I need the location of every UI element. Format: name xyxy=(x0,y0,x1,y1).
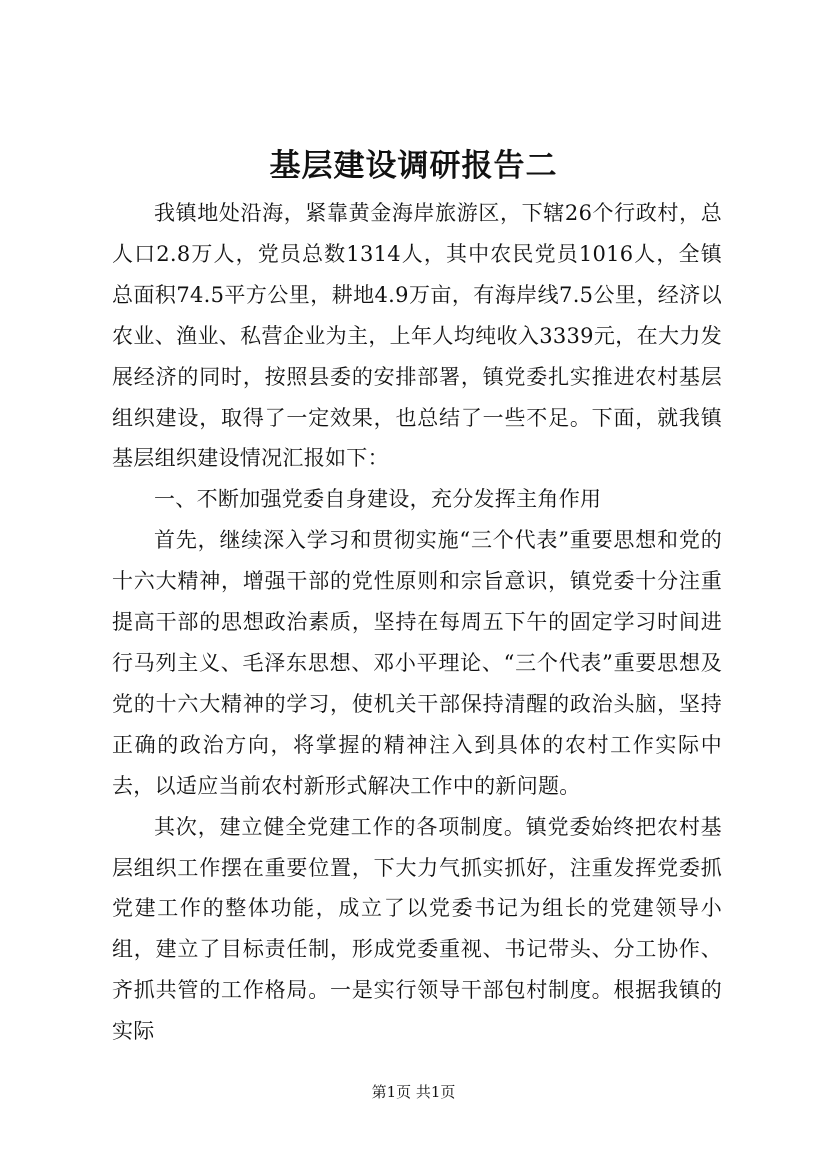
document-body xyxy=(112,193,722,1052)
paragraph-intro: 我镇地处沿海，紧靠黄金海岸旅游区，下辖26个行政村，总人口2.8万人，党员总数1314人，其中农民党员1016人，全镇总面积74.5平方公里，耕地4.9万亩，有海岸线7.5公里，经济以农业、渔业、私营企业为主，上年人均纯收入3339元，在大力发展经济的同时，按照县委的安排部署，镇党委扎实推进农村基层组织建设，取得了一定效果，也总结了一些不足。下面，就我镇基层组织建设情况汇报如下： xyxy=(112,201,722,471)
section-heading-1: 一、不断加强党委自身建设，充分发挥主角作用 xyxy=(154,487,602,512)
document-title: 基层建设调研报告二 xyxy=(269,148,558,184)
paragraph-first: 首先，继续深入学习和贯彻实施“三个代表”重要思想和党的十六大精神，增强干部的党性原则和宗旨意识，镇党委十分注重提高干部的思想政治素质，坚持在每周五下午的固定学习时间进行马列主义、毛泽东思想、邓小平理论、“三个代表”重要思想及党的十六大精神的学习，使机关干部保持清醒的政治头脑，坚持正确的政治方向，将掌握的精神注入到具体的农村工作实际中去，以适应当前农村新形式解决工作中的新问题。 xyxy=(112,528,722,798)
page-footer: 第1页 共1页 xyxy=(371,1083,456,1101)
paragraph-second: 其次，建立健全党建工作的各项制度。镇党委始终把农村基层组织工作摆在重要位置，下大力气抓实抓好，注重发挥党委抓党建工作的整体功能，成立了以党委书记为组长的党建领导小组，建立了目标责任制，形成党委重视、书记带头、分工协作、齐抓共管的工作格局。一是实行领导干部包村制度。根据我镇的实际 xyxy=(112,814,722,1044)
